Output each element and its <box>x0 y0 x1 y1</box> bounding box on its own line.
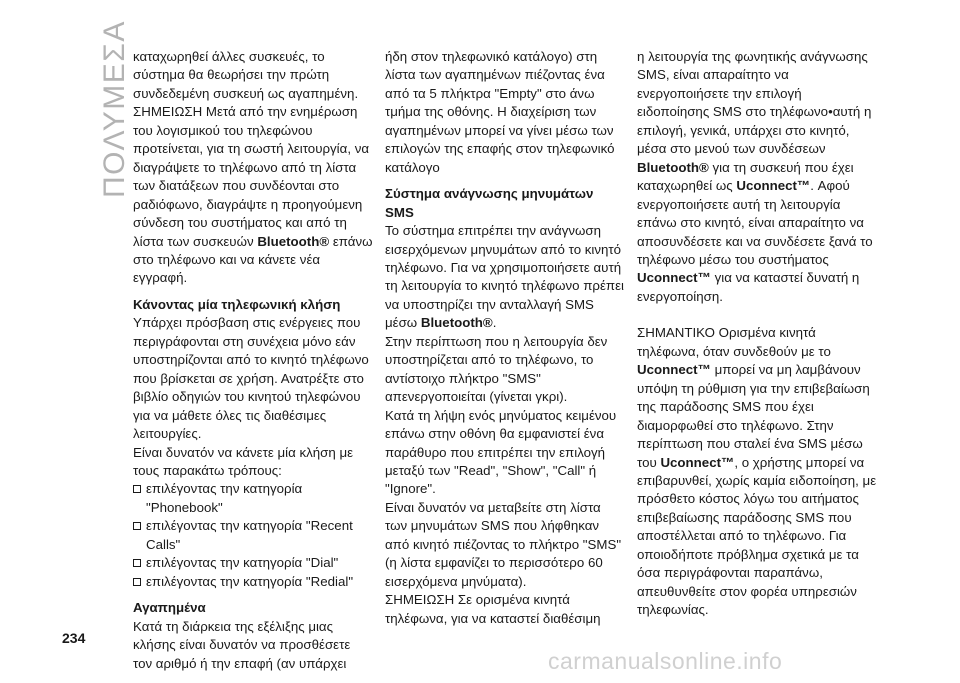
checkbox-bullet-icon <box>133 559 141 567</box>
page-number: 234 <box>62 630 86 646</box>
list-item <box>133 573 373 591</box>
checkbox-bullet-icon <box>133 578 141 586</box>
text-run: επάνω στο τηλέφωνο και να κάνετε νέα εγγραφή. <box>133 233 373 286</box>
note-paragraph: ΣΗΜΕΙΩΣΗ Σε ορισμένα κινητά τηλέφωνα, για να καταστεί διαθέσιμη <box>385 592 601 626</box>
paragraph: Στην περίπτωση που η λειτουργία δεν υποστηρίζεται από το τηλέφωνο, το αντίστοιχο πλήκτρο "SMS" απενεργοποιείται (γίνεται γκρι). <box>385 333 608 405</box>
bold-term: Uconnect™ <box>660 454 735 470</box>
list-item <box>133 517 373 554</box>
paragraph: καταχωρηθεί άλλες συσκευές, το σύστημα θα θεωρήσει την πρώτη συνδεδεμένη συσκευή ως αγαπημένη. <box>133 49 359 101</box>
text-column-2 <box>385 48 625 628</box>
watermark: carmanualsonline.info <box>548 648 783 674</box>
list-item-text: επιλέγοντας την κατηγορία "Dial" <box>146 555 339 571</box>
text-run: για να καταστεί δυνατή η ενεργοποίηση. <box>637 270 860 304</box>
paragraph <box>637 48 877 306</box>
bold-term: Bluetooth® <box>257 233 330 249</box>
checkbox-bullet-icon <box>133 485 141 493</box>
section-heading: Κάνοντας μία τηλεφωνική κλήση <box>133 296 341 312</box>
list-item <box>133 554 373 572</box>
list-item-text: επιλέγοντας την κατηγορία "Phonebook" <box>146 481 303 515</box>
section-title: ΠΟΛΥΜΕΣΑ <box>98 20 131 198</box>
bold-term: Bluetooth® <box>420 315 493 331</box>
text-run: . Αφού ενεργοποιήσετε αυτή τη λειτουργία επάνω στο κινητό, είναι απαραίτητο να αποσυνδέσετε και να συνδέσετε ξανά το τηλέφωνο μέσω του συστήματος <box>637 178 873 267</box>
text-run: ΣΗΜΑΝΤΙΚΟ Ορισμένα κινητά τηλέφωνα, όταν συνδεθούν με το <box>637 325 831 359</box>
section-title-vertical <box>56 8 131 198</box>
checkbox-bullet-icon <box>133 522 141 530</box>
important-paragraph <box>637 324 877 619</box>
paragraph: Υπάρχει πρόσβαση στις ενέργειες που περιγράφονται στη συνέχεια μόνο εάν υποστηρίζονται από το κινητό τηλέφωνο που βρίσκεται σε χρήση. Ανατρέξτε στο βιβλίο οδηγιών του κινητού τηλεφώνου για να μάθετε όλες τις διαθέσιμες λειτουργίες. <box>133 315 369 442</box>
text-run: η λειτουργία της φωνητικής ανάγνωσης SMS, είναι απαραίτητο να ενεργοποιήσετε την επιλογή ειδοποίησης SMS στο τηλέφωνο•αυτή η επιλογή, γενικά, υπάρχει στο κινητό, μέσα στο μενού των συνδέσεων <box>637 49 872 157</box>
paragraph <box>385 222 625 333</box>
paragraph: Είναι δυνατόν να μεταβείτε στη λίστα των μηνυμάτων SMS που λήφθηκαν από κινητό πιέζοντας το πλήκτρο "SMS" (η λίστα εμφανίζει το περισσότερο 60 εισερχόμενα μηνύματα). <box>385 499 622 589</box>
text-run: για τη συσκευή που έχει καταχωρηθεί ως <box>637 159 854 194</box>
section-heading: Αγαπημένα <box>133 600 206 616</box>
bold-term: Uconnect™ <box>637 270 711 286</box>
text-run: ΣΗΜΕΙΩΣΗ Μετά από την ενημέρωση του λογισμικού του τηλεφώνου προτείνεται, για τη σωστή λειτουργία, να διαγράψετε το τηλέφωνο από τη λίστα των διατάξεων που συνδέονται στο ραδιόφωνο, διαγράψτε η προηγούμενη σύνδεση του συστήματος και από τη λίστα των συσκευών <box>133 104 370 249</box>
text-column-1 <box>133 48 373 673</box>
note-paragraph <box>133 103 373 288</box>
paragraph: Κατά τη λήψη ενός μηνύματος κειμένου επάνω στην οθόνη θα εμφανιστεί ένα παράθυρο που επιτρέπει την επιλογή μεταξύ των "Read", "Show", "Call" ή "Ignore". <box>385 407 617 497</box>
text-run: , ο χρήστης μπορεί να επιβαρυνθεί, χωρίς καμία ειδοποίηση, με πρόσθετο κόστος λόγω του αιτήματος επιβεβαίωσης παράδοσης SMS που αποστέλλεται από το τηλέφωνο. Για οποιοδήποτε πρόβλημα σχετικά με τα όσα περιγράφονται παραπάνω, απευθυνθείτε στον φορέα υπηρεσιών τηλεφωνίας. <box>637 454 877 618</box>
bold-term: Uconnect™ <box>637 362 711 378</box>
section-heading: Σύστημα ανάγνωσης μηνυμάτων SMS <box>385 186 594 220</box>
list-item-text: επιλέγοντας την κατηγορία "Recent Calls" <box>146 518 353 552</box>
text-run: . <box>492 315 497 331</box>
text-run: Το σύστημα επιτρέπει την ανάγνωση εισερχόμενων μηνυμάτων από το κινητό τηλέφωνο. Για να χρησιμοποιήσετε αυτή τη λειτουργία το κινητό τηλέφωνο πρέπει να υποστηρίζει την ανταλλαγή SMS μέσω <box>385 223 624 331</box>
text-run: μπορεί να μη λαμβάνουν υπόψη τη ρύθμιση για την επιβεβαίωση της παράδοσης SMS που έχει διαμορφωθεί στο τηλέφωνο. Στην περίπτωση που σταλεί ένα SMS μέσω του <box>637 362 870 470</box>
list-item <box>133 480 373 517</box>
bold-term: Bluetooth® <box>637 159 709 175</box>
bold-term: Uconnect™ <box>736 178 811 194</box>
paragraph: Είναι δυνατόν να κάνετε μία κλήση με τους παρακάτω τρόπους: <box>133 444 354 478</box>
list-item-text: επιλέγοντας την κατηγορία "Redial" <box>146 573 354 589</box>
paragraph: ήδη στον τηλεφωνικό κατάλογο) στη λίστα των αγαπημένων πιέζοντας ένα από τα 5 πλήκτρα "Empty" στο άνω τμήμα της οθόνης. Η διαχείριση των αγαπημένων μπορεί να γίνει μέσω των επιλογών της επαφής στον τηλεφωνικό κατάλογο <box>385 49 615 175</box>
paragraph: Κατά τη διάρκεια της εξέλιξης μιας κλήσης είναι δυνατόν να προσθέσετε τον αριθμό ή την επαφή (αν υπάρχει <box>133 618 351 671</box>
text-column-3 <box>637 48 877 620</box>
